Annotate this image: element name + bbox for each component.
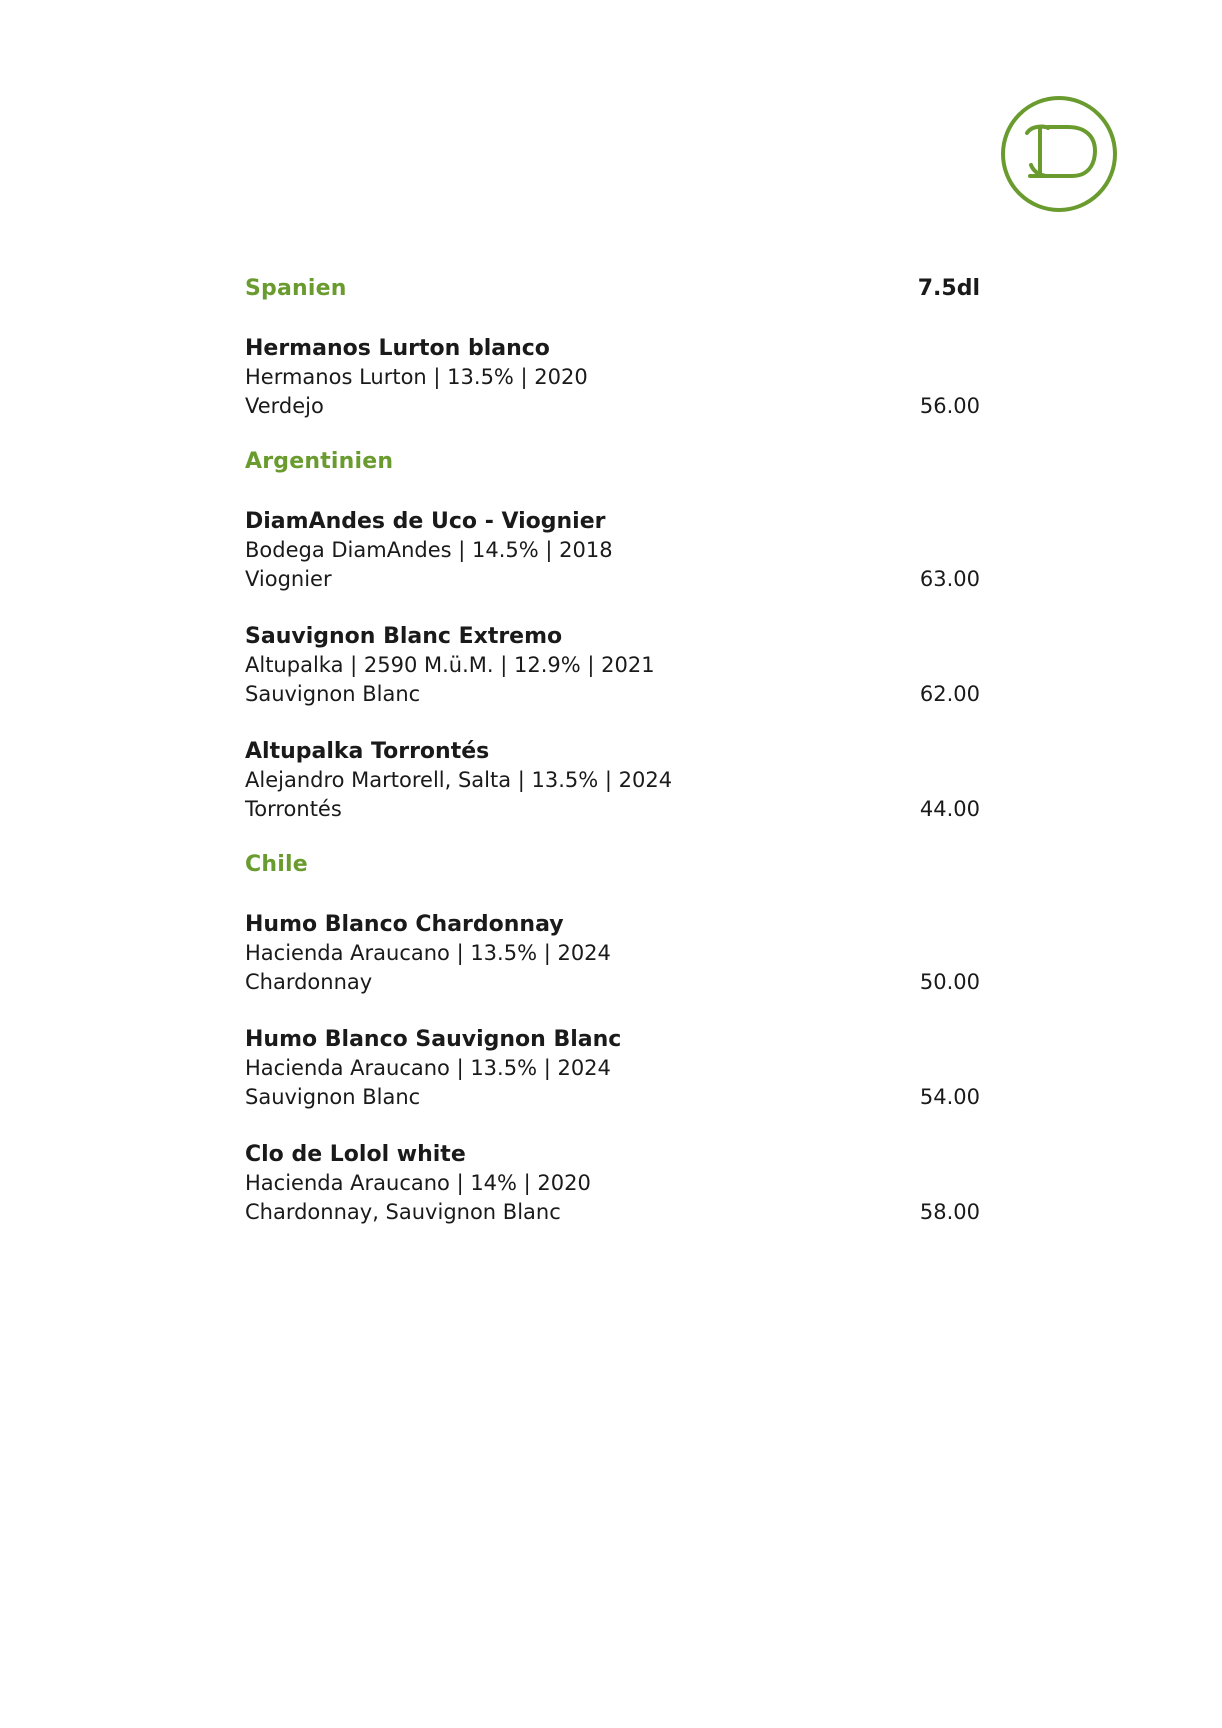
wine-grape: Verdejo [245, 394, 324, 418]
section-header [245, 449, 980, 479]
wine-price: 63.00 [919, 567, 980, 591]
wine-price: 58.00 [919, 1200, 980, 1224]
wine-grape: Viognier [245, 567, 332, 591]
wine-details: Altupalka | 2590 M.ü.M. | 12.9% | 2021 [245, 653, 655, 677]
wine-grape: Chardonnay [245, 970, 373, 994]
wine-item [245, 1140, 980, 1227]
wine-price: 56.00 [919, 394, 980, 418]
wine-name: Clo de Lolol white [245, 1142, 466, 1167]
wine-item [245, 737, 980, 824]
section-title: Spanien [245, 276, 347, 301]
wine-grape: Sauvignon Blanc [245, 682, 421, 706]
volume-label: 7.5dl [917, 276, 980, 301]
wine-name: Humo Blanco Sauvignon Blanc [245, 1027, 622, 1052]
section-header [245, 276, 980, 306]
wine-details: Alejandro Martorell, Salta | 13.5% | 2024 [245, 768, 673, 792]
wine-price: 62.00 [919, 682, 980, 706]
wine-item [245, 622, 980, 709]
wine-grape: Torrontés [245, 797, 342, 821]
section-argentinien [245, 449, 980, 824]
section-title: Chile [245, 852, 308, 877]
wine-details: Hacienda Araucano | 13.5% | 2024 [245, 1056, 611, 1080]
wine-name: Humo Blanco Chardonnay [245, 912, 564, 937]
wine-grape: Chardonnay, Sauvignon Blanc [245, 1200, 561, 1224]
wine-name: Altupalka Torrontés [245, 739, 490, 764]
section-spanien [245, 276, 980, 421]
wine-price: 44.00 [919, 797, 980, 821]
section-title: Argentinien [245, 449, 394, 474]
wine-item [245, 910, 980, 997]
wine-details: Hermanos Lurton | 13.5% | 2020 [245, 365, 588, 389]
wine-item [245, 1025, 980, 1112]
section-chile [245, 852, 980, 1227]
wine-name: DiamAndes de Uco - Viognier [245, 509, 606, 534]
wine-details: Hacienda Araucano | 14% | 2020 [245, 1171, 591, 1195]
wine-name: Sauvignon Blanc Extremo [245, 624, 563, 649]
wine-details: Hacienda Araucano | 13.5% | 2024 [245, 941, 611, 965]
circle-d-logo-icon [1000, 95, 1118, 213]
wine-name: Hermanos Lurton blanco [245, 336, 550, 361]
section-header [245, 852, 980, 882]
wine-details: Bodega DiamAndes | 14.5% | 2018 [245, 538, 613, 562]
wine-item [245, 334, 980, 421]
wine-list [245, 276, 980, 1255]
wine-item [245, 507, 980, 594]
wine-price: 54.00 [919, 1085, 980, 1109]
wine-grape: Sauvignon Blanc [245, 1085, 421, 1109]
wine-price: 50.00 [919, 970, 980, 994]
